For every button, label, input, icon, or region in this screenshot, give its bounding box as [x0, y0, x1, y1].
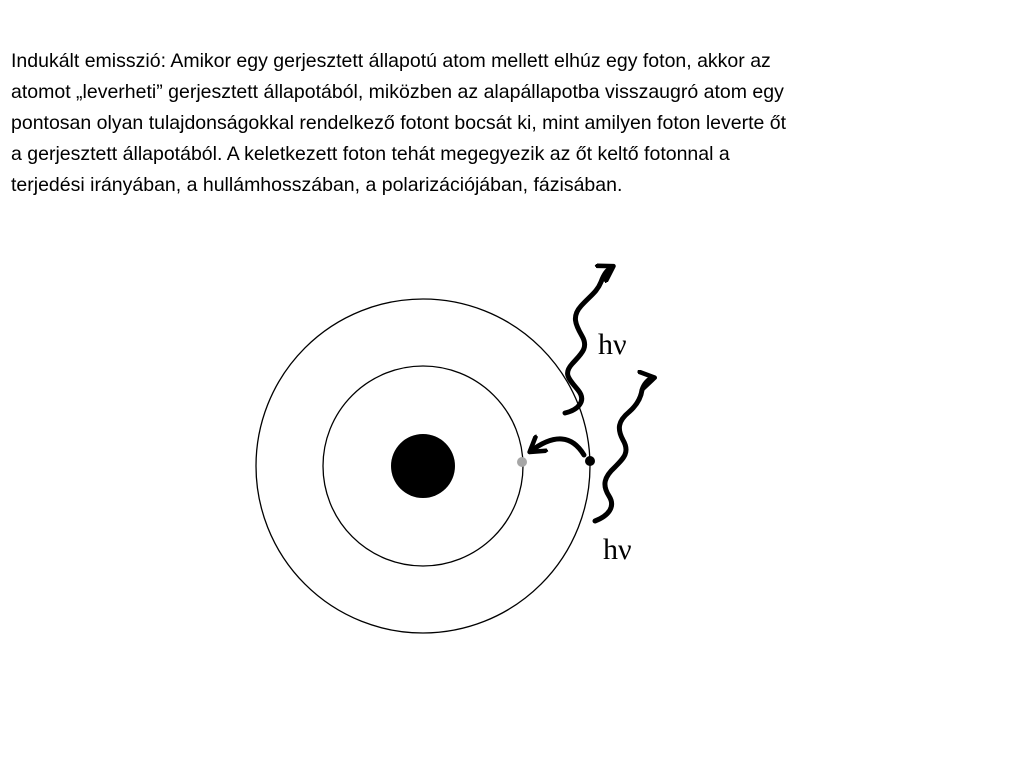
incident-photon-label: hν	[603, 533, 632, 566]
emitted-photon-label: hν	[598, 328, 627, 361]
incident-photon-wave	[595, 378, 653, 521]
excited-electron	[585, 456, 595, 466]
transition-arrow	[531, 439, 584, 455]
description-line: Indukált emisszió: Amikor egy gerjesztett állapotú atom mellett elhúz egy foton, akkor az	[11, 50, 771, 72]
description-line: pontosan olyan tulajdonságokkal rendelkező fotont bocsát ki, mint amilyen foton leverte őt	[11, 112, 787, 134]
description-line: a gerjesztett állapotából. A keletkezett foton tehát megegyezik az őt keltő fotonnal a	[11, 143, 730, 165]
description-line: atomot „leverheti” gerjesztett állapotából, miközben az alapállapotba visszaugró atom egy	[11, 81, 784, 103]
description-line: terjedési irányában, a hullámhosszában, a polarizációjában, fázisában.	[11, 174, 623, 196]
nucleus	[391, 434, 455, 498]
ground-state-electron	[517, 457, 527, 467]
